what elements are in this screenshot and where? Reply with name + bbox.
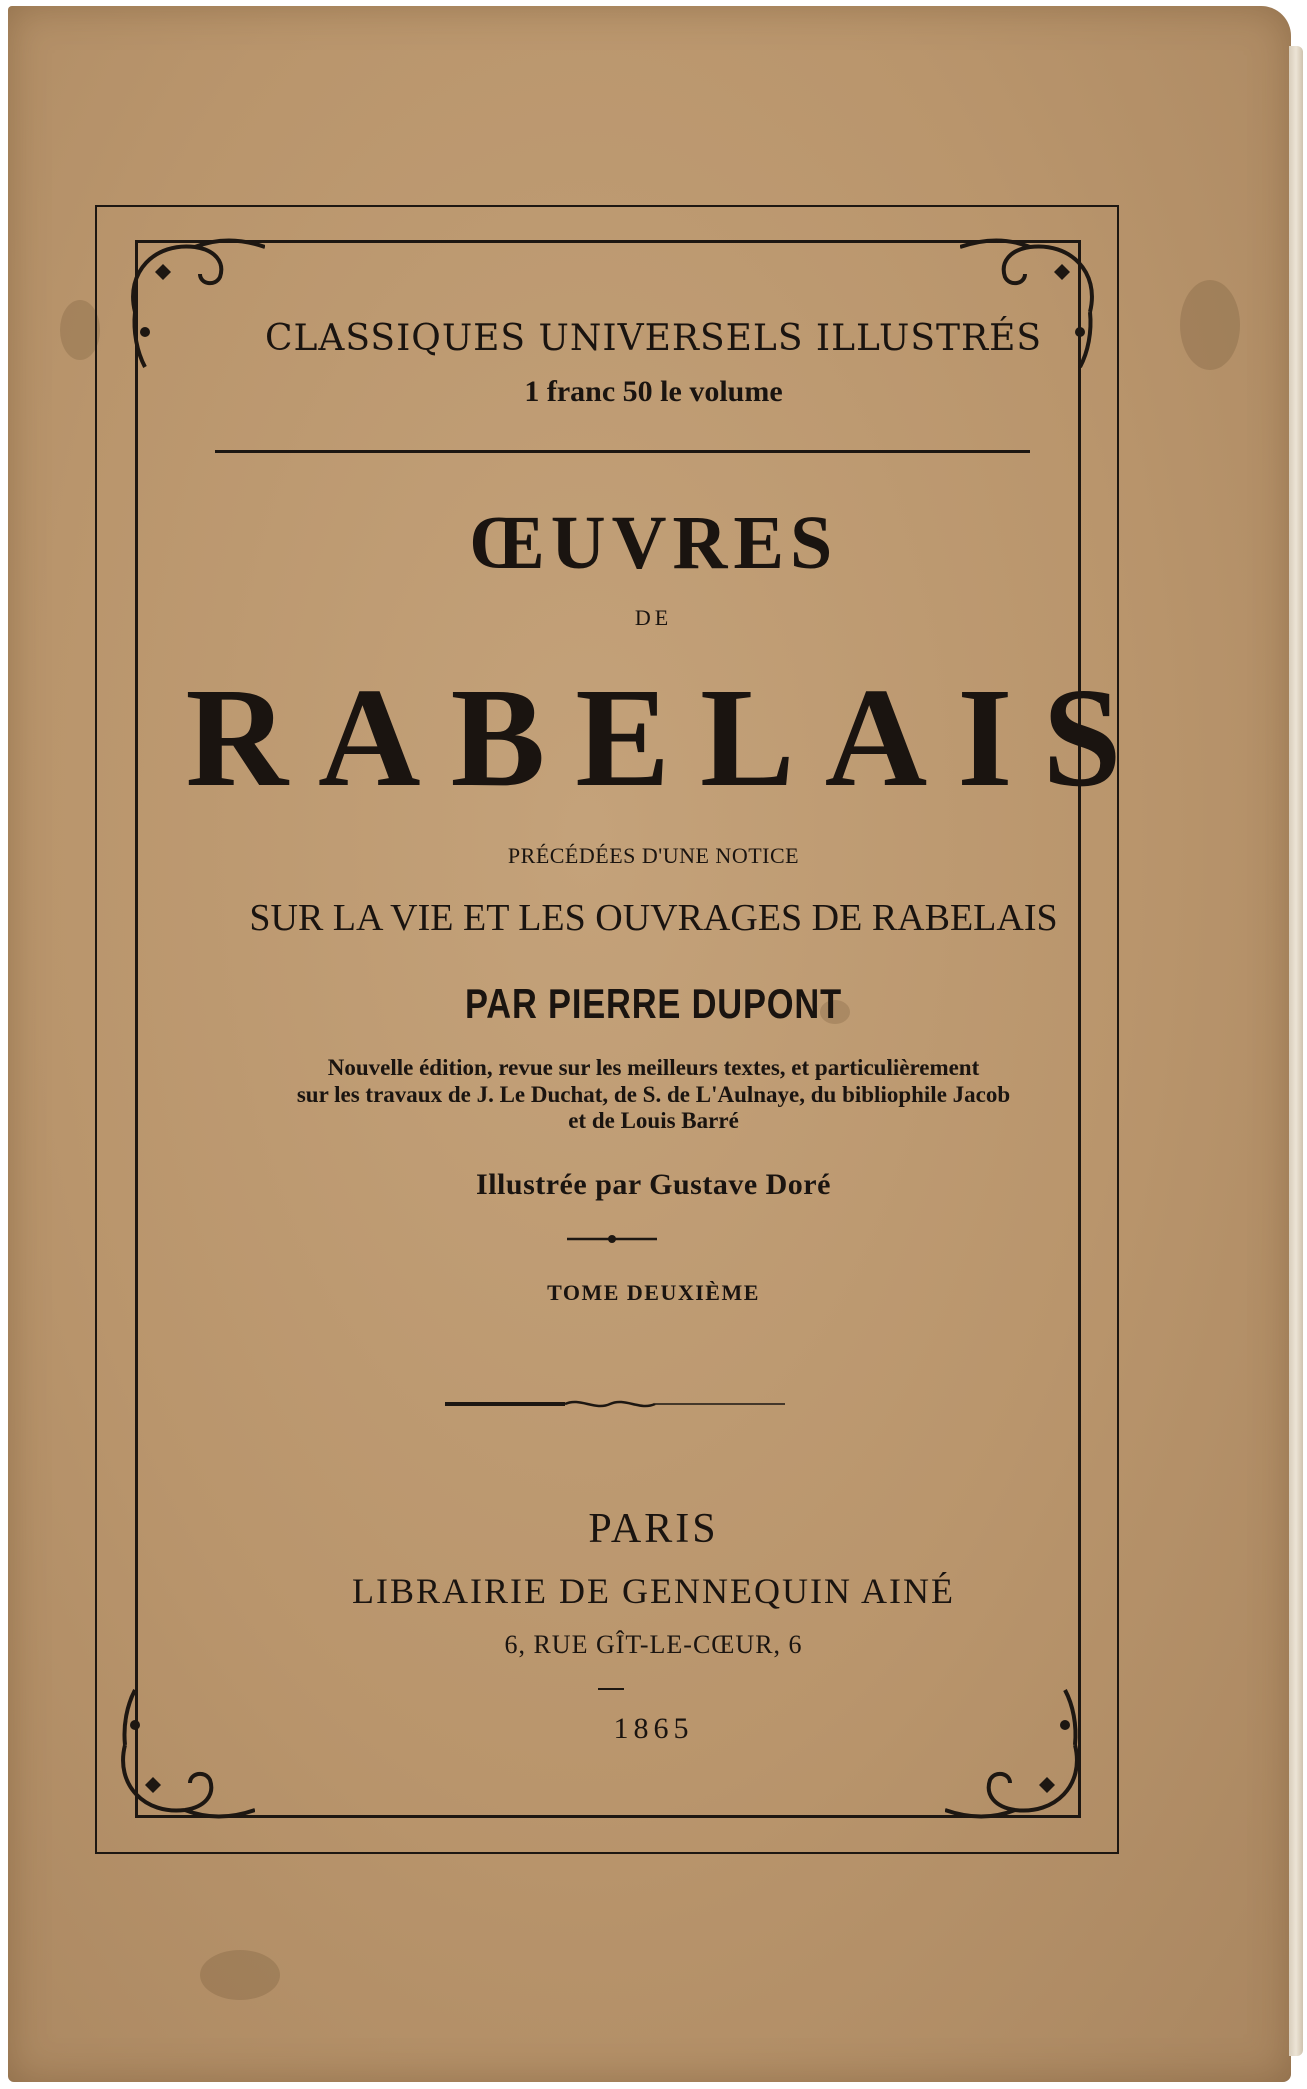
ornamental-rule-icon	[445, 1395, 785, 1413]
edition-note-line: sur les travaux de J. Le Duchat, de S. de L'Aulnaye, du bibliophile Jacob	[296, 1082, 1011, 1107]
title-oeuvres: ŒUVRES	[468, 501, 839, 585]
imprint-city: PARIS	[588, 1506, 719, 1552]
illustrator-line: Illustrée par Gustave Doré	[476, 1168, 831, 1201]
corner-ornament-icon	[945, 1685, 1095, 1835]
series-title: CLASSIQUES UNIVERSELS ILLUSTRÉS	[264, 318, 1043, 359]
imprint-dash	[598, 1688, 624, 1690]
notice-intro: PRÉCÉDÉES D'UNE NOTICE	[507, 843, 800, 868]
edition-note-line: Nouvelle édition, revue sur les meilleurs textes, et particulièrement	[327, 1055, 980, 1080]
price-line: 1 franc 50 le volume	[524, 375, 783, 408]
corner-ornament-icon	[105, 1685, 255, 1835]
foxing-spot	[200, 1950, 280, 2000]
volume-label: TOME DEUXIÈME	[547, 1280, 760, 1305]
title-rabelais: RABELAIS	[185, 658, 1152, 816]
imprint-year: 1865	[613, 1712, 694, 1745]
small-ornament-icon	[567, 1232, 657, 1246]
author-line: PAR PIERRE DUPONT	[465, 980, 842, 1027]
header-divider	[215, 450, 1030, 453]
edition-note-line: et de Louis Barré	[568, 1108, 739, 1133]
imprint-publisher: LIBRAIRIE DE GENNEQUIN AINÉ	[352, 1571, 955, 1611]
notice-subject: SUR LA VIE ET LES OUVRAGES DE RABELAIS	[249, 897, 1058, 939]
title-de: DE	[634, 605, 673, 630]
imprint-address: 6, RUE GÎT-LE-CŒUR, 6	[504, 1630, 803, 1659]
